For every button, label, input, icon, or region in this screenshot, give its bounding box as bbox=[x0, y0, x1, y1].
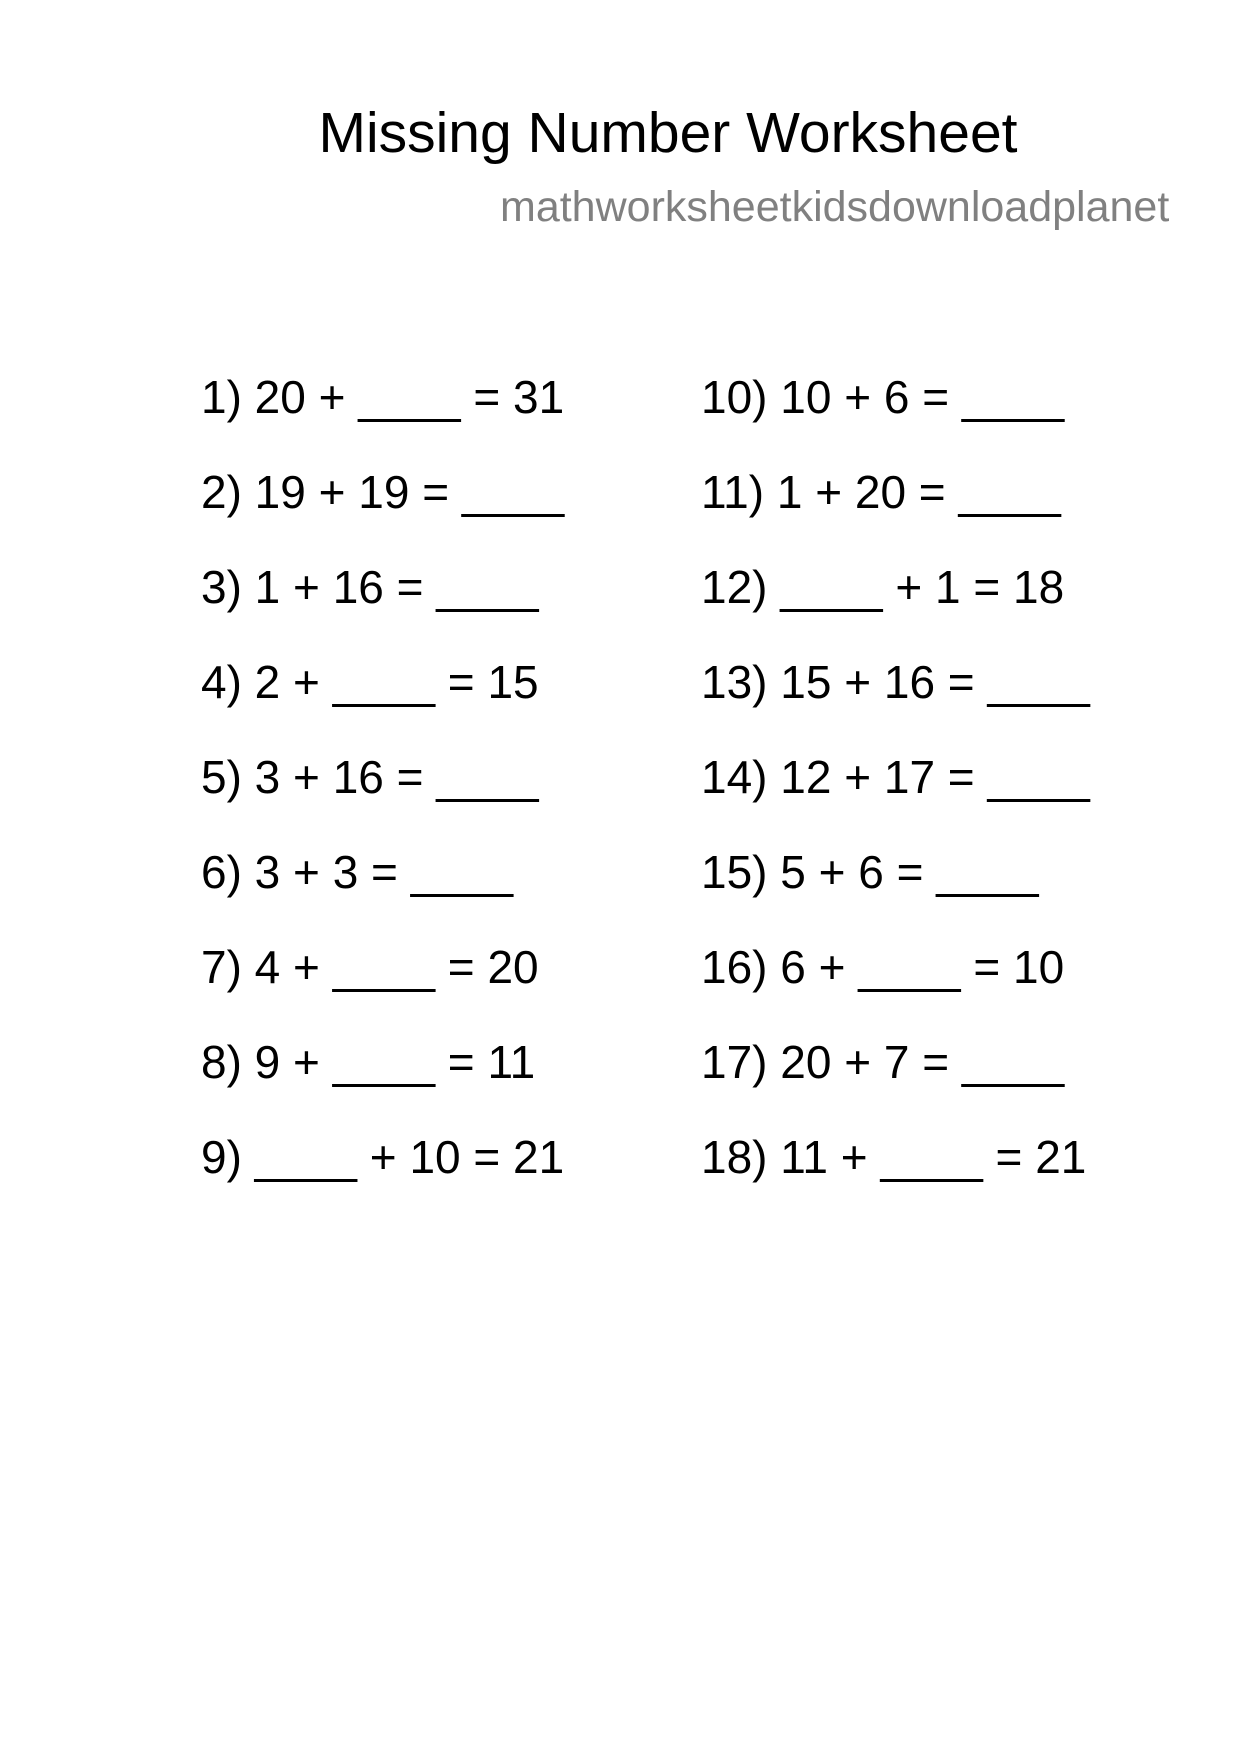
problem-item: 4) 2 + ____ = 15 bbox=[201, 656, 539, 708]
problem-column-right bbox=[701, 350, 1090, 1205]
problem-item: 11) 1 + 20 = ____ bbox=[701, 466, 1061, 518]
problem-item: 12) ____ + 1 = 18 bbox=[701, 561, 1065, 613]
problem-item: 3) 1 + 16 = ____ bbox=[201, 561, 539, 613]
problem-item: 16) 6 + ____ = 10 bbox=[701, 941, 1065, 993]
problem-item: 18) 11 + ____ = 21 bbox=[701, 1131, 1087, 1183]
worksheet-source: mathworksheetkidsdownloadplanet bbox=[500, 183, 1170, 231]
problem-item: 14) 12 + 17 = ____ bbox=[701, 751, 1090, 803]
problem-item: 7) 4 + ____ = 20 bbox=[201, 941, 539, 993]
problem-column-left bbox=[201, 350, 564, 1205]
problem-item: 9) ____ + 10 = 21 bbox=[201, 1131, 565, 1183]
problem-item: 1) 20 + ____ = 31 bbox=[201, 371, 565, 423]
problem-item: 8) 9 + ____ = 11 bbox=[201, 1036, 536, 1088]
problem-item: 6) 3 + 3 = ____ bbox=[201, 846, 514, 898]
problem-item: 17) 20 + 7 = ____ bbox=[701, 1036, 1065, 1088]
problem-item: 13) 15 + 16 = ____ bbox=[701, 656, 1090, 708]
problem-item: 2) 19 + 19 = ____ bbox=[201, 466, 565, 518]
problem-item: 15) 5 + 6 = ____ bbox=[701, 846, 1039, 898]
problem-item: 10) 10 + 6 = ____ bbox=[701, 371, 1065, 423]
worksheet-title: Missing Number Worksheet bbox=[318, 101, 1018, 165]
problem-item: 5) 3 + 16 = ____ bbox=[201, 751, 539, 803]
